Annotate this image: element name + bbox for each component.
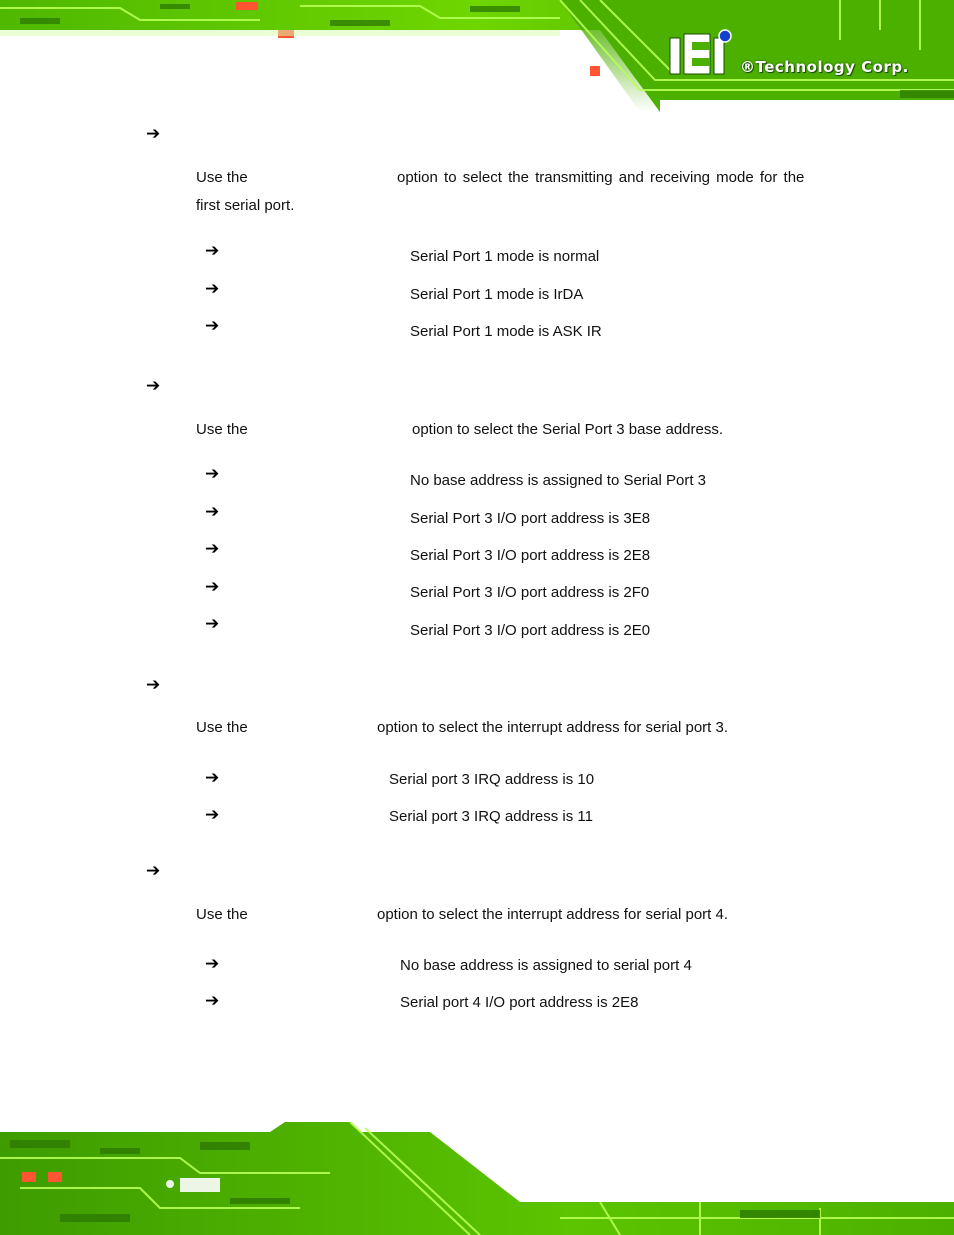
option-description: Serial port 3 IRQ address is 11 (389, 808, 593, 825)
section-description: option to select the transmitting and receiving mode for the (397, 169, 805, 186)
section-description: option to select the interrupt address for serial port 3. (377, 719, 729, 736)
section-arrow-icon: ➔ (146, 124, 161, 144)
page-footer (0, 1118, 954, 1235)
option-arrow-icon: ➔ (205, 991, 220, 1011)
option-arrow-icon: ➔ (205, 279, 220, 299)
option-arrow-icon: ➔ (205, 539, 220, 559)
option-description: Serial Port 3 I/O port address is 3E8 (410, 510, 651, 527)
section-arrow-icon: ➔ (146, 675, 161, 695)
option-description: Serial Port 1 mode is normal (410, 248, 600, 265)
section-arrow-icon: ➔ (146, 376, 161, 396)
option-description: Serial Port 1 mode is IrDA (410, 286, 584, 303)
use-prefix: Use the (196, 169, 248, 186)
page-header (0, 0, 954, 112)
option-description: Serial port 4 I/O port address is 2E8 (400, 994, 639, 1011)
option-description: Serial Port 3 I/O port address is 2F0 (410, 584, 650, 601)
option-description: No base address is assigned to serial port 4 (400, 957, 692, 974)
option-description: No base address is assigned to Serial Port 3 (410, 472, 706, 489)
option-arrow-icon: ➔ (205, 241, 220, 261)
section-arrow-icon: ➔ (146, 861, 161, 881)
option-arrow-icon: ➔ (205, 805, 220, 825)
option-arrow-icon: ➔ (205, 577, 220, 597)
option-arrow-icon: ➔ (205, 614, 220, 634)
section-description: option to select the interrupt address for serial port 4. (377, 906, 729, 923)
option-description: Serial Port 3 I/O port address is 2E0 (410, 622, 651, 639)
section-description-cont: first serial port. (196, 197, 295, 214)
section-description: option to select the Serial Port 3 base address. (412, 421, 724, 438)
option-arrow-icon: ➔ (205, 464, 220, 484)
option-arrow-icon: ➔ (205, 316, 220, 336)
option-arrow-icon: ➔ (205, 954, 220, 974)
option-description: Serial port 3 IRQ address is 10 (389, 771, 595, 788)
option-arrow-icon: ➔ (205, 502, 220, 522)
use-prefix: Use the (196, 421, 248, 438)
use-prefix: Use the (196, 906, 248, 923)
option-description: Serial Port 1 mode is ASK IR (410, 323, 602, 340)
brand-text: ®Technology Corp. (740, 58, 909, 76)
circuit-board-footer (0, 1118, 954, 1235)
option-description: Serial Port 3 I/O port address is 2E8 (410, 547, 651, 564)
use-prefix: Use the (196, 719, 248, 736)
option-arrow-icon: ➔ (205, 768, 220, 788)
